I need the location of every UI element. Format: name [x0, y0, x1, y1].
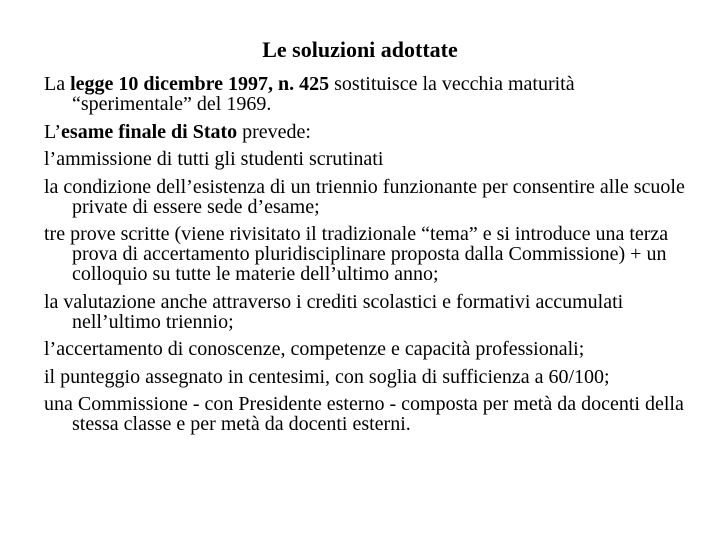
paragraph-legge-bold: legge 10 dicembre 1997, n. 425 — [70, 73, 330, 95]
list-item-ammissione: l’ammissione di tutti gli studenti scrutinati — [44, 148, 384, 170]
paragraph-esame-bold: esame finale di Stato — [61, 120, 238, 143]
list-item-accertamento: l’accertamento di conoscenze, competenze e capacità professionali; — [44, 338, 585, 360]
paragraph-legge — [44, 74, 694, 114]
slide-body — [44, 74, 694, 434]
list-item-punteggio: il punteggio assegnato in centesimi, con soglia di sufficienza a 60/100; — [44, 365, 610, 388]
paragraph-esame — [44, 122, 694, 142]
list-item-condizione: la condizione dell’esistenza di un triennio funzionante per consentire alle scuole private di essere sede d’esame; — [44, 175, 685, 218]
paragraph-legge-pre: La — [44, 73, 71, 95]
paragraph-esame-pre: L’ — [44, 120, 62, 143]
list-item-valutazione: la valutazione anche attraverso i crediti scolastici e formativi accumulati nell’ultimo triennio; — [44, 290, 624, 333]
list-item-prove-scritte: tre prove scritte (viene rivisitato il tradizionale “tema” e si introduce una terza prova di accertamento pluridisciplinare proposta dalla Commissione) + un colloquio su tutte le materie dell’ultimo anno; — [44, 223, 669, 285]
slide-title: Le soluzioni adottate — [262, 37, 458, 62]
paragraph-esame-post: prevede: — [237, 120, 311, 143]
paragraph-legge-post: sostituisce la vecchia maturità “sperimentale” del 1969. — [72, 73, 575, 115]
list-item-commissione: una Commissione - con Presidente esterno - composta per metà da docenti della stessa classe e per metà da docenti esterni. — [44, 393, 684, 435]
